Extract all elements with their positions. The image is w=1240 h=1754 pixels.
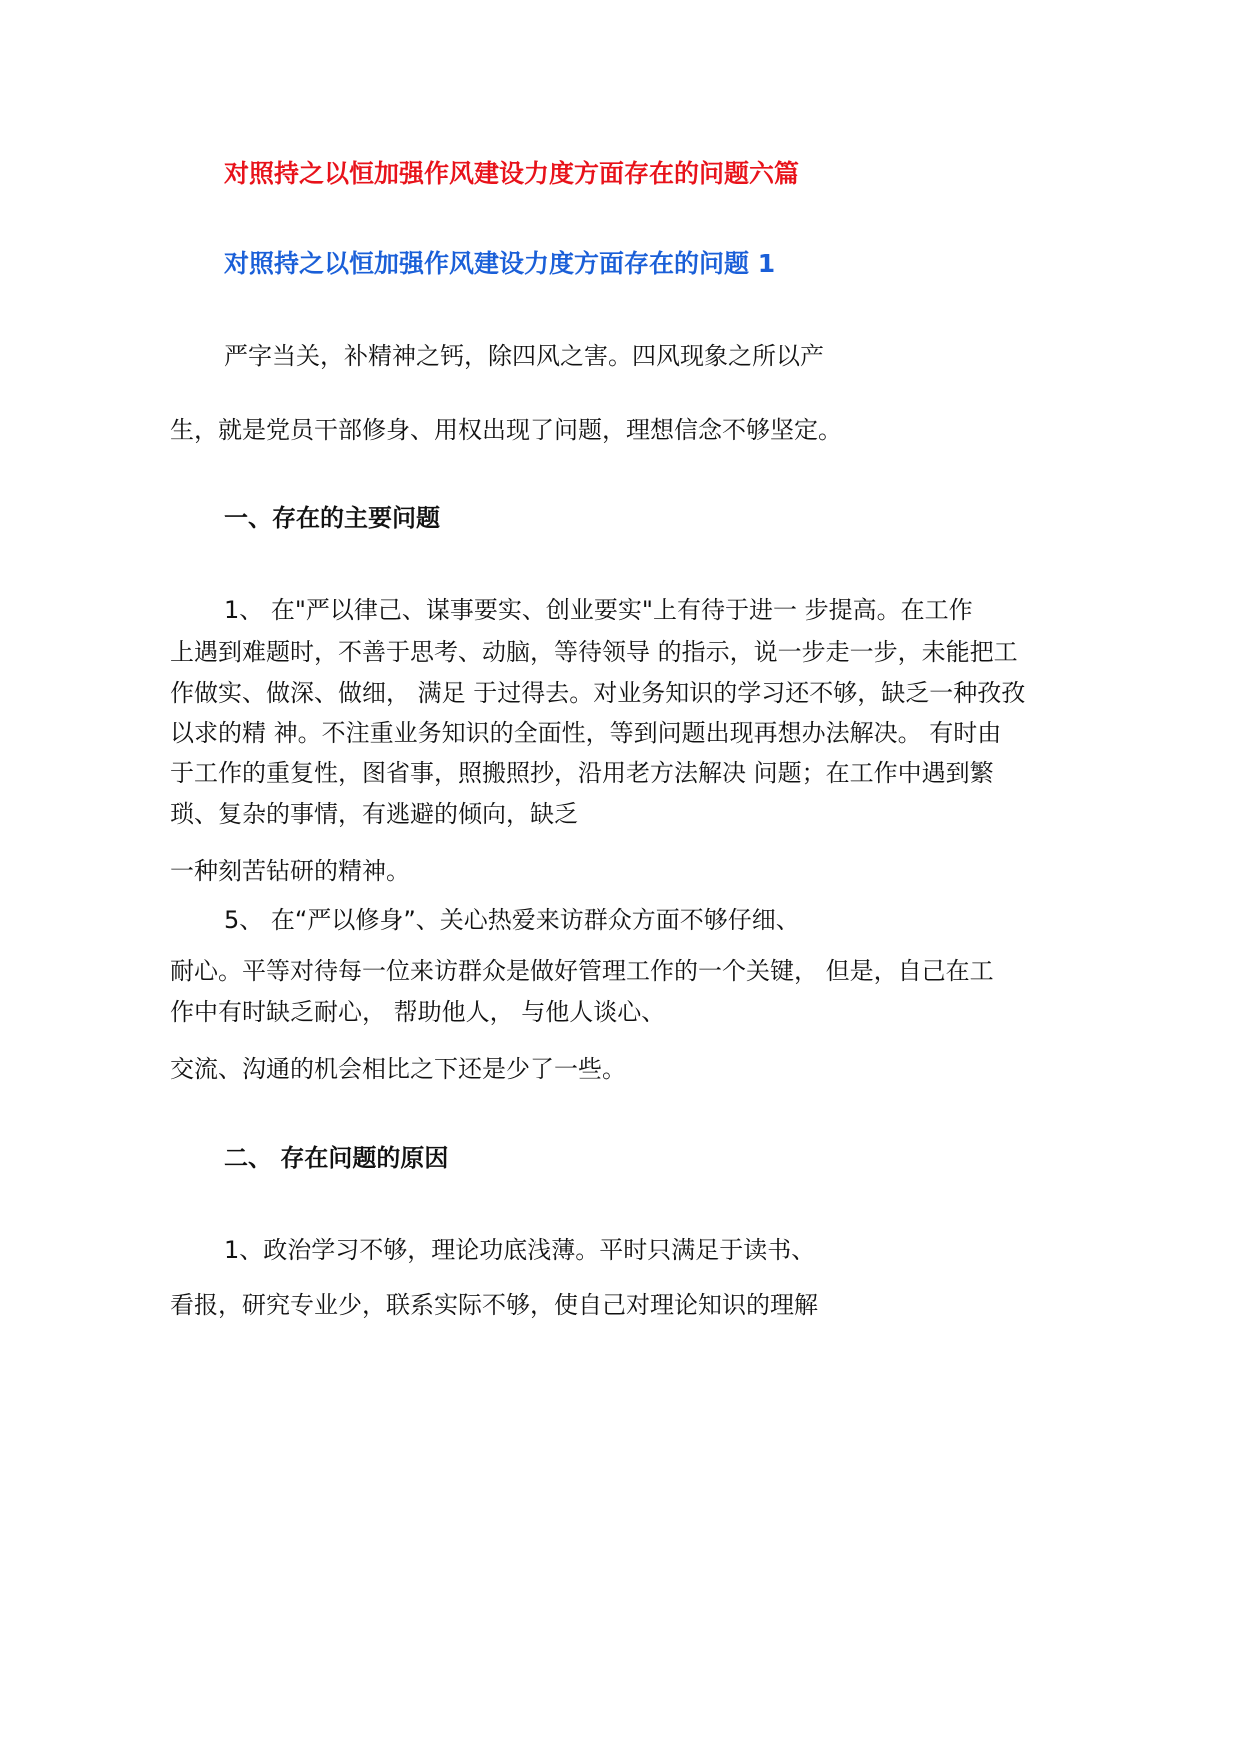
section-1-item-1-line-3: 作做实、做深、做细， 满足 于过得去。对业务知识的学习还不够，缺乏一种孜孜	[170, 679, 1026, 707]
document-title: 对照持之以恒加强作风建设力度方面存在的问题六篇	[224, 159, 800, 188]
section-1-item-1-line-4: 以求的精 神。不注重业务知识的全面性，等到问题出现再想办法解决。 有时由	[170, 719, 1002, 747]
section-1-item-5-line-4: 交流、沟通的机会相比之下还是少了一些。	[170, 1055, 626, 1083]
section-1-heading: 一、存在的主要问题	[224, 504, 440, 532]
intro-line-2: 生，就是党员干部修身、用权出现了问题，理想信念不够坚定。	[170, 416, 842, 444]
section-1-item-1-line-1: 1、 在"严以律己、谋事要实、创业要实"上有待于进一 步提高。在工作	[224, 596, 973, 624]
section-1-item-5-line-2: 耐心。平等对待每一位来访群众是做好管理工作的一个关键， 但是，自己在工	[170, 957, 994, 985]
section-1-item-1-line-5: 于工作的重复性，图省事，照搬照抄，沿用老方法解决 问题；在工作中遇到繁	[170, 759, 994, 787]
section-2-heading: 二、 存在问题的原因	[224, 1144, 449, 1172]
section-1-item-1-line-6: 琐、复杂的事情，有逃避的倾向，缺乏	[170, 800, 578, 828]
section-1-item-5-line-1: 5、 在“严以修身”、关心热爱来访群众方面不够仔细、	[224, 906, 800, 934]
section-2-item-1-line-2: 看报，研究专业少，联系实际不够，使自己对理论知识的理解	[170, 1291, 818, 1319]
intro-line-1: 严字当关，补精神之钙，除四风之害。四风现象之所以产	[224, 342, 824, 370]
section-2-item-1-line-1: 1、政治学习不够，理论功底浅薄。平时只满足于读书、	[224, 1236, 816, 1264]
section-1-item-5-line-3: 作中有时缺乏耐心， 帮助他人， 与他人谈心、	[170, 998, 666, 1026]
section-1-item-1-line-7: 一种刻苦钻研的精神。	[170, 857, 410, 885]
document-subtitle: 对照持之以恒加强作风建设力度方面存在的问题 1	[224, 249, 776, 278]
section-1-item-1-line-2: 上遇到难题时，不善于思考、动脑，等待领导 的指示，说一步走一步，未能把工	[170, 638, 1018, 666]
